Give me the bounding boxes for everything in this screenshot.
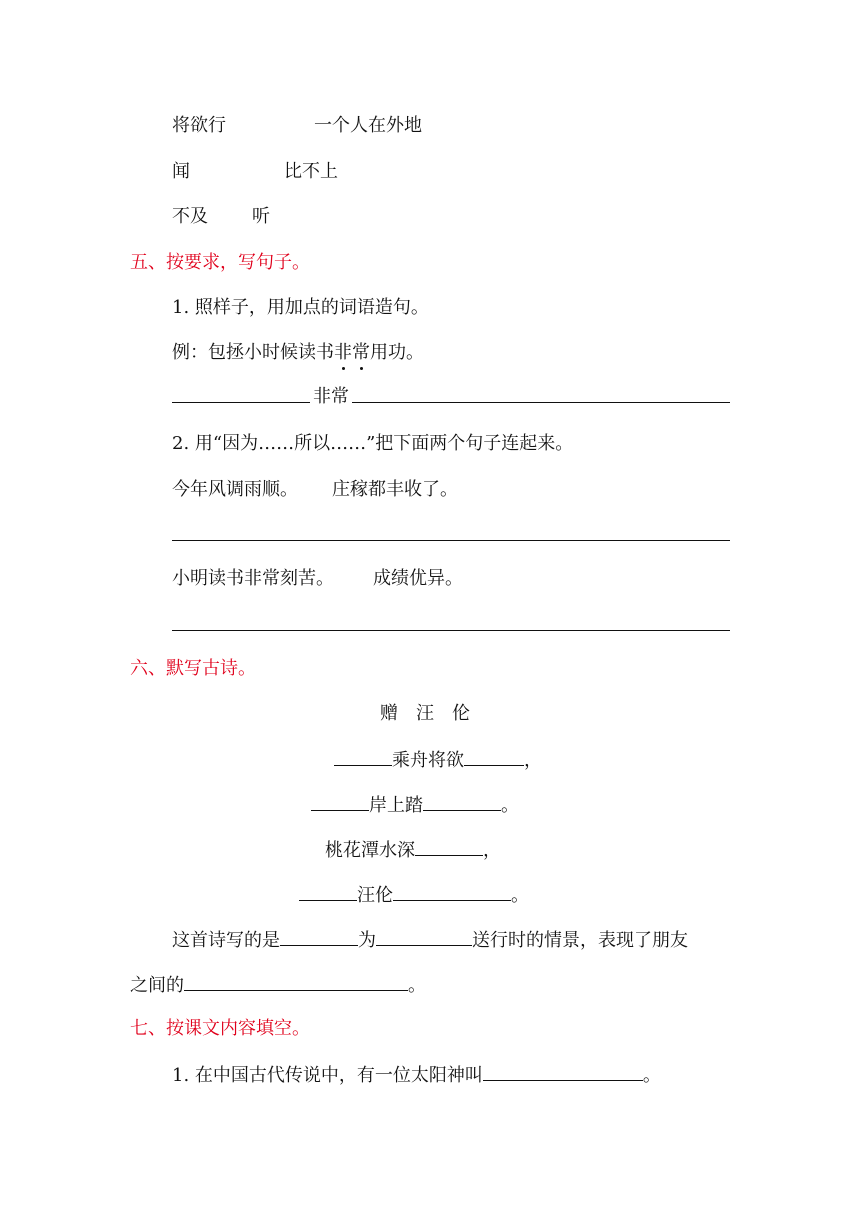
desc-text: 这首诗写的是 xyxy=(172,930,280,951)
q1-answer-line-left[interactable] xyxy=(172,402,310,403)
q1-answer-line-right[interactable] xyxy=(352,402,730,403)
poem-desc-line-1 xyxy=(172,927,688,953)
poem-punct: ， xyxy=(483,840,501,861)
example-prefix: 例：包拯小时候读书 xyxy=(172,342,334,363)
q2-pair1-b: 庄稼都丰收了。 xyxy=(332,479,458,500)
q2-prompt: 2. 用“因为……所以……”把下面两个句子连起来。 xyxy=(172,433,574,454)
poem-blank[interactable] xyxy=(393,882,511,901)
poem-blank[interactable] xyxy=(423,792,501,811)
match-left-2: 闻 xyxy=(172,161,190,182)
poem-blank[interactable] xyxy=(334,747,392,766)
match-left-1: 将欲行 xyxy=(172,115,226,136)
poem-line-3 xyxy=(325,837,501,863)
match-right-3: 听 xyxy=(252,206,270,227)
poem-desc-line-2 xyxy=(130,972,426,998)
match-right-2: 比不上 xyxy=(284,161,338,182)
dotted-char: 常 xyxy=(352,342,370,363)
section-7-heading: 七、按课文内容填空。 xyxy=(130,1018,310,1039)
desc-text: 送行时的情景，表现了朋友 xyxy=(472,930,688,951)
q1-text: 1. 在中国古代传说中，有一位太阳神叫 xyxy=(172,1065,483,1086)
section-7-q1 xyxy=(172,1062,661,1088)
poem-punct: 。 xyxy=(511,885,529,906)
section-5-heading: 五、按要求，写句子。 xyxy=(130,252,310,273)
poem-blank[interactable] xyxy=(311,792,369,811)
q2-pair2-a: 小明读书非常刻苦。 xyxy=(172,568,334,589)
match-left-3: 不及 xyxy=(172,206,208,227)
poem-text: 乘舟将欲 xyxy=(392,750,464,771)
desc-text: 。 xyxy=(408,975,426,996)
poem-blank[interactable] xyxy=(415,837,483,856)
q1-fill-word: 非常 xyxy=(313,386,349,407)
q1-punct: 。 xyxy=(642,1065,661,1086)
poem-line-2 xyxy=(311,792,519,818)
section-6-heading: 六、默写古诗。 xyxy=(130,658,256,679)
poem-line-1 xyxy=(334,747,542,773)
poem-blank[interactable] xyxy=(464,747,524,766)
dotted-word xyxy=(334,342,370,363)
desc-blank[interactable] xyxy=(280,927,358,946)
desc-text: 为 xyxy=(358,930,376,951)
q1-prompt: 1. 照样子，用加点的词语造句。 xyxy=(172,297,429,318)
desc-blank[interactable] xyxy=(184,972,408,991)
poem-blank[interactable] xyxy=(299,882,357,901)
example-suffix: 用功。 xyxy=(370,342,424,363)
q1-blank[interactable] xyxy=(483,1062,643,1081)
poem-title: 赠 汪 伦 xyxy=(380,703,470,724)
poem-text: 岸上踏 xyxy=(369,795,423,816)
q2-answer-line-2[interactable] xyxy=(172,630,730,631)
q2-pair1-a: 今年风调雨顺。 xyxy=(172,479,298,500)
match-right-1: 一个人在外地 xyxy=(314,115,422,136)
q2-pair2-b: 成绩优异。 xyxy=(373,568,463,589)
q1-example xyxy=(172,341,424,365)
dotted-char: 非 xyxy=(334,342,352,363)
poem-text: 桃花潭水深 xyxy=(325,840,415,861)
desc-text: 之间的 xyxy=(130,975,184,996)
poem-punct: 。 xyxy=(501,795,519,816)
poem-line-4 xyxy=(299,882,529,908)
q2-answer-line-1[interactable] xyxy=(172,540,730,541)
poem-text: 汪伦 xyxy=(357,885,393,906)
desc-blank[interactable] xyxy=(376,927,472,946)
poem-punct: ， xyxy=(524,750,542,771)
